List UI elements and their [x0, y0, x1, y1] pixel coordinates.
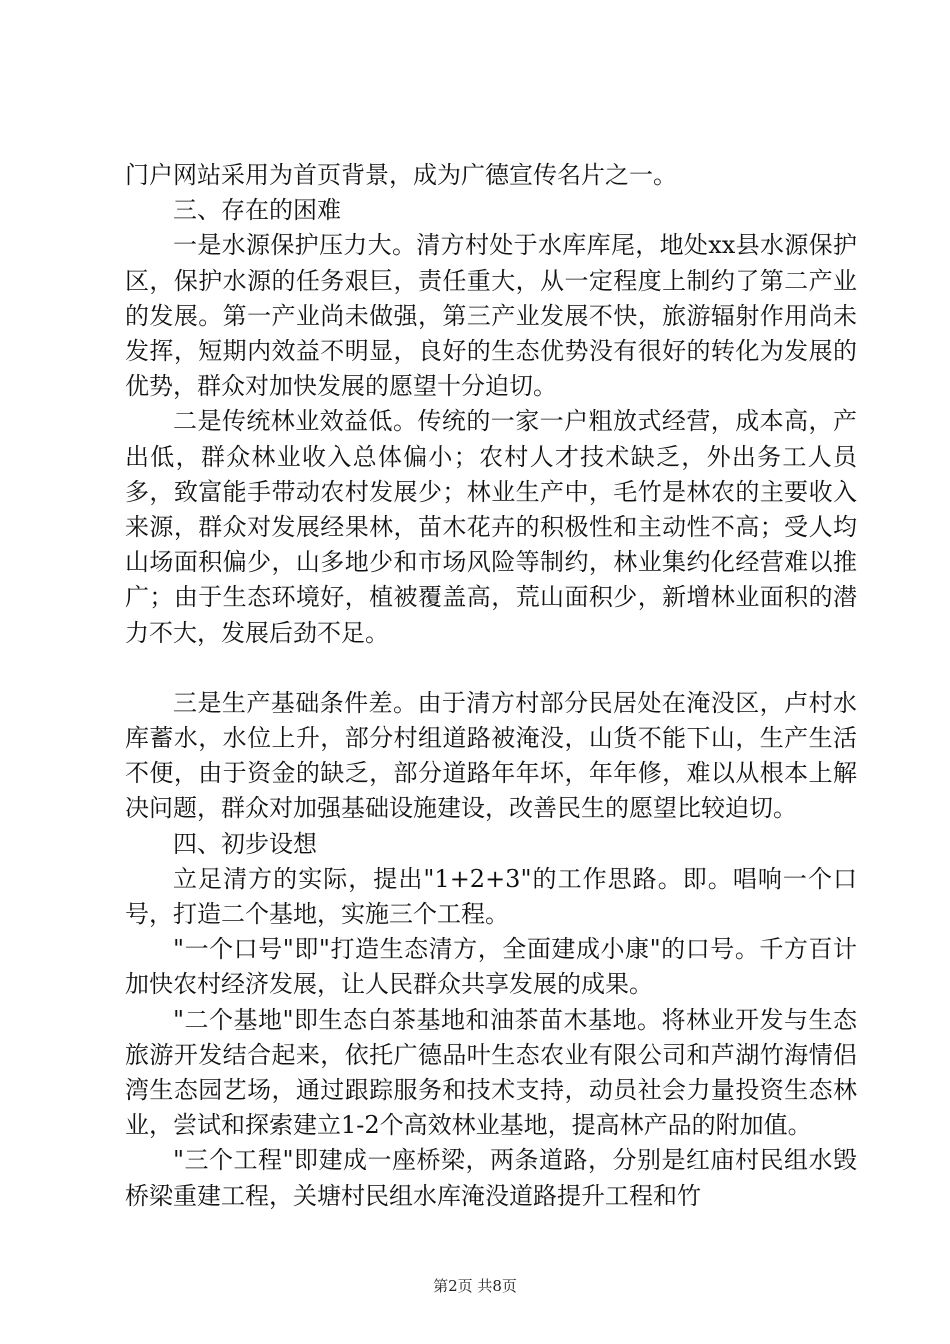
paragraph-forestry: 二是传统林业效益低。传统的一家一户粗放式经营，成本高，产出低，群众林业收入总体偏小；农村人才技术缺乏，外出务工人员多，致富能手带动农村发展少；林业生产中，毛竹是林农的主要收入来源，群众对发展经果林，苗木花卉的积极性和主动性不高；受人均山场面积偏少，山多地少和市场风险等制约，林业集约化经营难以推广；由于生态环境好，植被覆盖高，荒山面积少，新增林业面积的潜力不大，发展后劲不足。 — [125, 407, 857, 647]
paragraph-infrastructure: 三是生产基础条件差。由于清方村部分民居处在淹没区，卢村水库蓄水，水位上升，部分村组道路被淹没，山货不能下山，生产生活不便，由于资金的缺乏，部分道路年年坏，年年修，难以从根本上解决问题，群众对加强基础设施建设，改善民生的愿望比较迫切。 — [125, 688, 857, 823]
section-heading-plans: 四、初步设想 — [173, 829, 317, 858]
paragraph-one-slogan: "一个口号"即"打造生态清方，全面建成小康"的口号。千方百计加快农村经济发展，让人民群众共享发展的成果。 — [125, 935, 857, 999]
section-heading-difficulties: 三、存在的困难 — [173, 196, 341, 225]
paragraph-water-protection: 一是水源保护压力大。清方村处于水库库尾，地处xx县水源保护区，保护水源的任务艰巨，责任重大，从一定程度上制约了第二产业的发展。第一产业尚未做强，第三产业发展不快，旅游辐射作用尚未发挥，短期内效益不明显，良好的生态优势没有很好的转化为发展的优势，群众对加快发展的愿望十分迫切。 — [125, 231, 857, 401]
body-text — [125, 158, 857, 1214]
paragraph-continued: 门户网站采用为首页背景，成为广德宣传名片之一。 — [125, 161, 677, 189]
page-footer: 第2页 共8页 — [433, 1277, 517, 1295]
paragraph-three-projects: "三个工程"即建成一座桥梁，两条道路，分别是红庙村民组水毁桥梁重建工程，关塘村民组水库淹没道路提升工程和竹 — [125, 1146, 857, 1210]
paragraph-two-bases: "二个基地"即生态白茶基地和油茶苗木基地。将林业开发与生态旅游开发结合起来，依托广德品叶生态农业有限公司和芦湖竹海情侣湾生态园艺场，通过跟踪服务和技术支持，动员社会力量投资生态林业，尝试和探索建立1-2个高效林业基地，提高林产品的附加值。 — [125, 1005, 857, 1140]
paragraph-work-approach: 立足清方的实际，提出"1+2+3"的工作思路。即。唱响一个口号，打造二个基地，实施三个工程。 — [125, 864, 857, 929]
